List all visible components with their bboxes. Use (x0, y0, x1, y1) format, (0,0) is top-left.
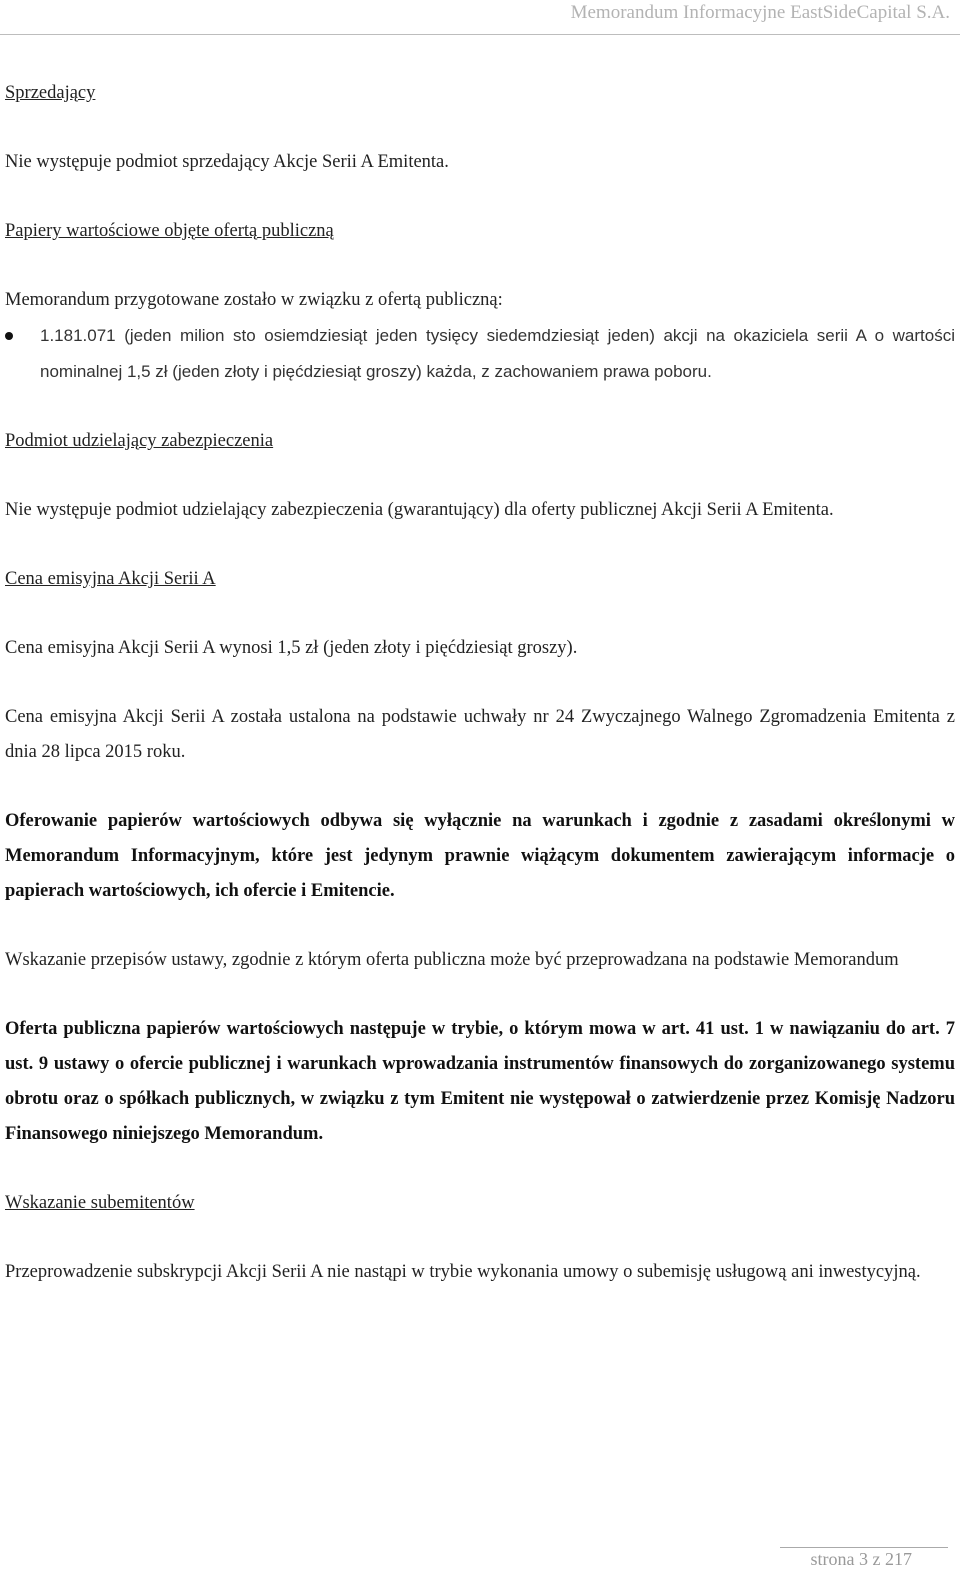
page-footer (0, 1545, 960, 1585)
spacer (5, 666, 955, 700)
spacer (5, 978, 955, 1012)
securities-bullet-text: 1.181.071 (jeden milion sto osiemdziesiąt jeden tysięcy siedemdziesiąt jeden) akcji na okaziciela serii A o wartości nominalnej 1,5 zł (jeden złoty i pięćdziesiąt groszy) każda, z zachowaniem prawa poboru. (40, 326, 955, 381)
document-body (5, 76, 955, 1290)
spacer (5, 909, 955, 943)
bullet-icon (5, 332, 13, 340)
seller-text: Nie występuje podmiot sprzedający Akcje Serii A Emitenta. (5, 152, 449, 172)
list-item (5, 318, 955, 390)
securities-list (5, 318, 955, 390)
offering-statement: Oferowanie papierów wartościowych odbywa się wyłącznie na warunkach i zgodnie z zasadami określonymi w Memorandum Informacyjnym, które jest jedynym prawnie wiążącym dokumentem zawierającym informacje o papierach wartościowych, ich ofercie i Emitencie. (5, 811, 955, 901)
section-heading-law: Wskazanie przepisów ustawy, zgodnie z którym oferta publiczna może być przeprowadzana na podstawie Memorandum (5, 950, 899, 970)
spacer (5, 249, 955, 283)
law-statement: Oferta publiczna papierów wartościowych następuje w trybie, o którym mowa w art. 41 ust. 1 w nawiązaniu do art. 7 ust. 9 ustawy o ofercie publicznej i warunkach wprowadzania instrumentów finansowych do zorganizowanego systemu obrotu oraz o spółkach publicznych, w związku z tym Emitent nie występował o zatwierdzenie przez Komisję Nadzoru Finansowego niniejszego Memorandum. (5, 1019, 955, 1144)
price-basis-text: Cena emisyjna Akcji Serii A została ustalona na podstawie uchwały nr 24 Zwyczajnego Walnego Zgromadzenia Emitenta z dnia 28 lipca 2015 roku. (5, 707, 955, 762)
header-title: Memorandum Informacyjne EastSideCapital S.A. (570, 2, 950, 23)
spacer (5, 597, 955, 631)
spacer (5, 459, 955, 493)
header-divider (0, 34, 960, 35)
spacer (5, 1221, 955, 1255)
guarantor-text: Nie występuje podmiot udzielający zabezpieczenia (gwarantujący) dla oferty publicznej Akcji Serii A Emitenta. (5, 500, 834, 520)
spacer (5, 111, 955, 145)
securities-intro: Memorandum przygotowane zostało w związku z ofertą publiczną: (5, 290, 503, 310)
price-text: Cena emisyjna Akcji Serii A wynosi 1,5 zł (jeden złoty i pięćdziesiąt groszy). (5, 638, 578, 658)
spacer (5, 1152, 955, 1186)
page-header (0, 0, 960, 34)
spacer (5, 180, 955, 214)
section-heading-seller: Sprzedający (5, 83, 96, 103)
spacer (5, 528, 955, 562)
footer-divider (780, 1547, 948, 1548)
section-heading-securities: Papiery wartościowe objęte ofertą publiczną (5, 221, 334, 241)
spacer (5, 390, 955, 424)
subissuers-text: Przeprowadzenie subskrypcji Akcji Serii A nie nastąpi w trybie wykonania umowy o subemisję usługową ani inwestycyjną. (5, 1262, 921, 1282)
page-number: strona 3 z 217 (810, 1549, 912, 1569)
section-heading-price: Cena emisyjna Akcji Serii A (5, 569, 216, 589)
section-heading-subissuers: Wskazanie subemitentów (5, 1193, 195, 1213)
section-heading-guarantor: Podmiot udzielający zabezpieczenia (5, 431, 274, 451)
spacer (5, 770, 955, 804)
